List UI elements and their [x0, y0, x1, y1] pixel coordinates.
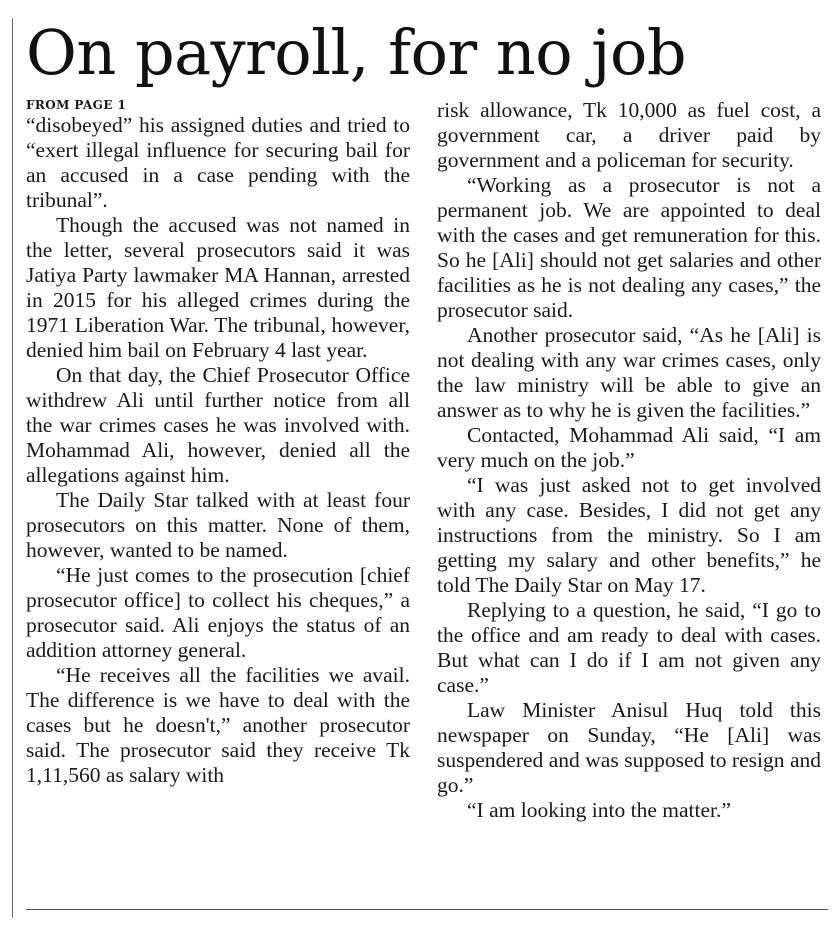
article-body	[26, 98, 828, 906]
paragraph: Another prosecutor said, “As he [Ali] is not dealing with any war crimes cases, only the law ministry will be able to give an answer as to why he is given the facilities.”	[437, 323, 821, 422]
column-divider-rule	[12, 18, 13, 918]
paragraph: “I am looking into the matter.”	[467, 798, 731, 822]
paragraph: Though the accused was not named in the letter, several prosecutors said it was Jatiya Party lawmaker MA Hannan, arrested in 2015 for his alleged crimes during the 1971 Liberation War. The tribunal, however, denied him bail on February 4 last year.	[26, 213, 410, 362]
paragraph: “Working as a prosecutor is not a permanent job. We are appointed to deal with the cases and get remuneration for this. So he [Ali] should not get salaries and other facilities as he is not dealing any cases,” the prosecutor said.	[437, 173, 821, 322]
paragraph: Replying to a question, he said, “I go to the office and am ready to deal with cases. But what can I do if I am not given any case.”	[437, 598, 821, 697]
paragraph: “disobeyed” his assigned duties and tried to “exert illegal influence for securing bail for an accused in a case pending with the tribunal”.	[26, 113, 410, 212]
paragraph: Law Minister Anisul Huq told this newspaper on Sunday, “He [Ali] was suspendered and was supposed to resign and go.”	[437, 698, 821, 797]
article-headline: On payroll, for no job	[26, 16, 687, 89]
paragraph: risk allowance, Tk 10,000 as fuel cost, a government car, a driver paid by government and a policeman for security.	[437, 98, 821, 172]
paragraph: Contacted, Mohammad Ali said, “I am very much on the job.”	[437, 423, 821, 472]
bottom-rule	[26, 909, 828, 910]
paragraph: On that day, the Chief Prosecutor Office withdrew Ali until further notice from all the war crimes cases he was involved with. Mohammad Ali, however, denied all the allegations against him.	[26, 363, 410, 487]
paragraph: “I was just asked not to get involved with any case. Besides, I did not get any instructions from the ministry. So I am getting my salary and other benefits,” he told The Daily Star on May 17.	[437, 473, 821, 597]
paragraph: “He just comes to the prosecution [chief prosecutor office] to collect his cheques,” a prosecutor said. Ali enjoys the status of an addition attorney general.	[26, 563, 410, 662]
paragraph: “He receives all the facilities we avail. The difference is we have to deal with the cases but he doesn't,” another prosecutor said. The prosecutor said they receive Tk 1,11,560 as salary with	[26, 663, 410, 787]
article-column-left	[26, 98, 410, 788]
paragraph: The Daily Star talked with at least four prosecutors on this matter. None of them, however, wanted to be named.	[26, 488, 410, 562]
article-column-right	[437, 98, 821, 823]
continuation-kicker: FROM PAGE 1	[26, 98, 127, 112]
